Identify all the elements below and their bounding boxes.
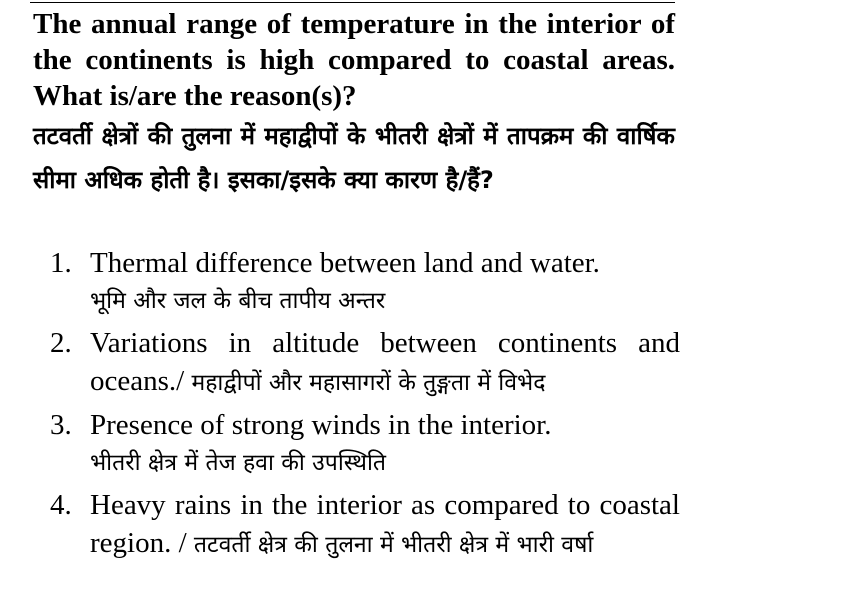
option-1 (50, 244, 680, 320)
option-text-hindi: भीतरी क्षेत्र में तेज हवा की उपस्थिति (90, 450, 387, 476)
option-3 (50, 406, 680, 482)
option-body (90, 406, 680, 482)
option-body (90, 324, 680, 402)
option-text-hindi: तटवर्ती क्षेत्र की तुलना में भीतरी क्षेत्र में भारी वर्षा (193, 532, 594, 558)
option-number: 3. (50, 409, 72, 441)
top-divider (30, 2, 675, 3)
option-text-english: Presence of strong winds in the interior. (90, 409, 552, 441)
option-4 (50, 486, 680, 564)
option-2 (50, 324, 680, 402)
option-text-hindi: महाद्वीपों और महासागरों के तुङ्गता में विभेद (191, 370, 546, 396)
option-number: 2. (50, 327, 72, 359)
option-text-english: Variations in altitude between continents and oceans./ (90, 327, 680, 397)
answer-options (50, 244, 680, 568)
question-text-hindi: तटवर्ती क्षेत्रों की तुलना में महाद्वीपों के भीतरी क्षेत्रों में तापक्रम की वार्षिक सीमा अधिक होती है। इसका/इसके क्या कारण है/हैं? (33, 122, 675, 194)
option-text-hindi: भूमि और जल के बीच तापीय अन्तर (90, 288, 386, 314)
option-text-english: Thermal difference between land and water. (90, 247, 600, 279)
option-body (90, 244, 680, 320)
question-block (33, 6, 675, 202)
option-body (90, 486, 680, 564)
question-text-english: The annual range of temperature in the interior of the continents is high compared to coastal areas. What is/are the reason(s)? (33, 8, 675, 112)
option-number: 1. (50, 247, 72, 279)
option-number: 4. (50, 489, 72, 521)
option-text-english: Heavy rains in the interior as compared to coastal region. / (90, 489, 680, 559)
